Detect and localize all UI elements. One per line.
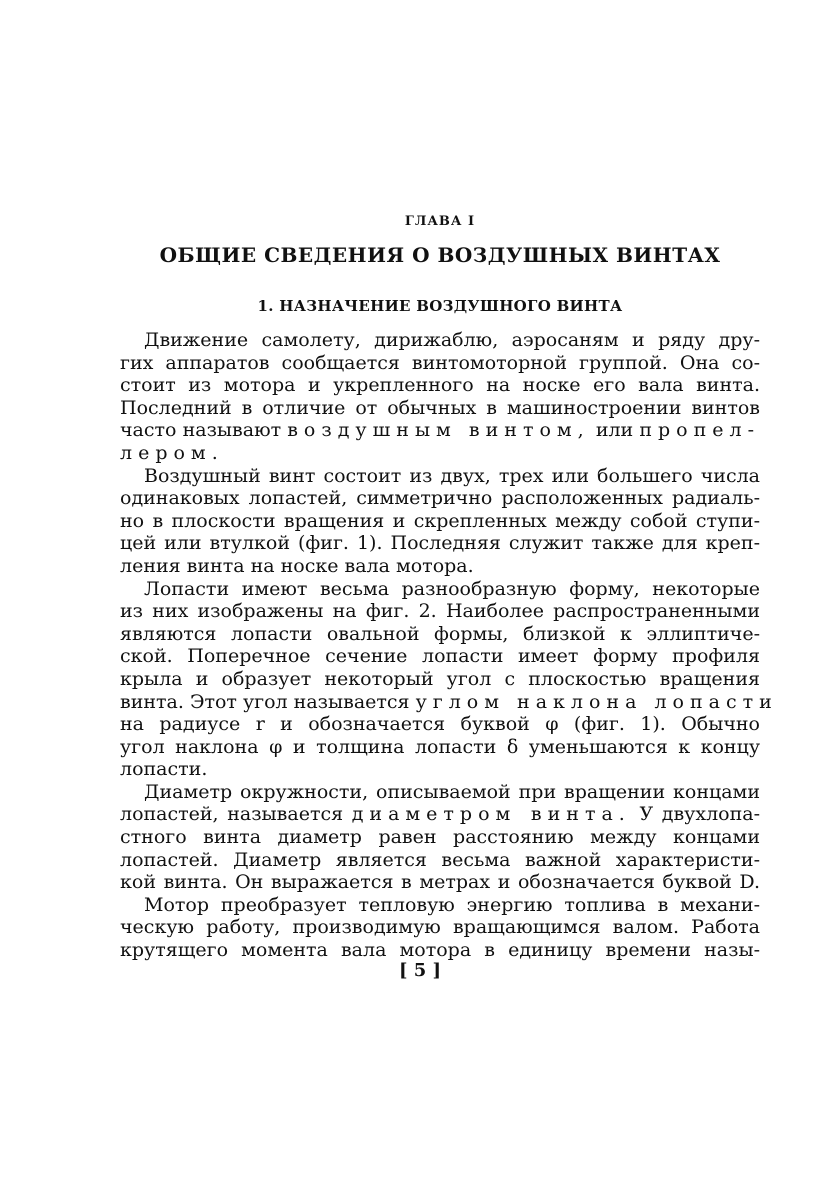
chapter-label: ГЛАВА I xyxy=(404,214,476,229)
text-line: угол наклона φ и толщина лопасти δ уменьшаются к концу xyxy=(120,735,760,758)
text-line: крыла и образует некоторый угол с плоскостью вращения xyxy=(120,667,760,690)
emphasized-term: воздушным винтом, xyxy=(287,419,590,442)
chapter-title: ОБЩИЕ СВЕДЕНИЯ О ВОЗДУШНЫХ ВИНТАХ xyxy=(159,243,721,267)
text-segment: часто называют xyxy=(120,419,282,442)
text-segment: или xyxy=(595,419,634,442)
text-line: из них изображены на фиг. 2. Наиболее распространенными xyxy=(120,600,760,623)
emphasized-term: углом наклона лопасти xyxy=(415,690,778,713)
text-segment: винта. Этот угол называется xyxy=(120,690,410,713)
page-number: [ 5 ] xyxy=(398,960,442,981)
text-segment: лопастей, называется xyxy=(120,803,344,826)
text-line: крутящего момента вала мотора в единицу времени назы- xyxy=(120,939,760,962)
text-line: являются лопасти овальной формы, близкой к эллиптиче- xyxy=(120,622,760,645)
paragraph-4 xyxy=(120,781,760,894)
text-line: лопасти. xyxy=(120,758,208,781)
emphasized-term: пропел- xyxy=(639,419,760,442)
text-line: ской. Поперечное сечение лопасти имеет форму профиля xyxy=(120,645,760,668)
text-segment: У двухлопа- xyxy=(639,803,760,826)
text-line: лопастей. Диаметр является весьма важной характеристи- xyxy=(120,848,760,871)
text-line: одинаковых лопастей, симметрично расположенных радиаль- xyxy=(120,487,760,510)
text-line: ческую работу, производимую вращающимся валом. Работа xyxy=(120,916,760,939)
text-line: стоит из мотора и укрепленного на носке его вала винта. xyxy=(120,374,760,397)
text-line: Лопасти имеют весьма разнообразную форму, некоторые xyxy=(144,577,760,600)
text-line xyxy=(120,419,760,442)
section-title: 1. НАЗНАЧЕНИЕ ВОЗДУШНОГО ВИНТА xyxy=(257,297,623,315)
emphasized-term: диаметром винта. xyxy=(351,803,631,826)
paragraph-3 xyxy=(120,577,778,781)
text-line xyxy=(120,803,760,826)
text-line: на радиусе r и обозначается буквой φ (фиг. 1). Обычно xyxy=(120,713,760,736)
text-line: гих аппаратов сообщается винтомоторной группой. Она со- xyxy=(120,351,760,374)
text-line: но в плоскости вращения и скрепленных между собой ступи- xyxy=(120,509,760,532)
text-line: Движение самолету, дирижаблю, аэросаням и ряду дру- xyxy=(144,329,760,351)
text-line: Мотор преобразует тепловую энергию топлива в механи- xyxy=(144,893,760,916)
text-line: стного винта диаметр равен расстоянию между концами xyxy=(120,826,760,849)
text-line: Воздушный винт состоит из двух, трех или большего числа xyxy=(144,464,760,487)
paragraph-5 xyxy=(120,894,760,962)
page-body xyxy=(120,200,778,962)
text-line xyxy=(120,690,778,714)
text-line: цей или втулкой (фиг. 1). Последняя служит также для креп- xyxy=(120,532,760,555)
paragraph-2 xyxy=(120,465,760,578)
text-line: ления винта на носке вала мотора. xyxy=(120,554,474,577)
text-line: Последний в отличие от обычных в машиностроении винтов xyxy=(120,396,760,419)
paragraph-1 xyxy=(120,329,760,465)
text-line: кой винта. Он выражается в метрах и обозначается буквой D. xyxy=(120,871,760,894)
text-line: Диаметр окружности, описываемой при вращении концами xyxy=(144,780,760,803)
emphasized-term: лером. xyxy=(120,441,224,464)
